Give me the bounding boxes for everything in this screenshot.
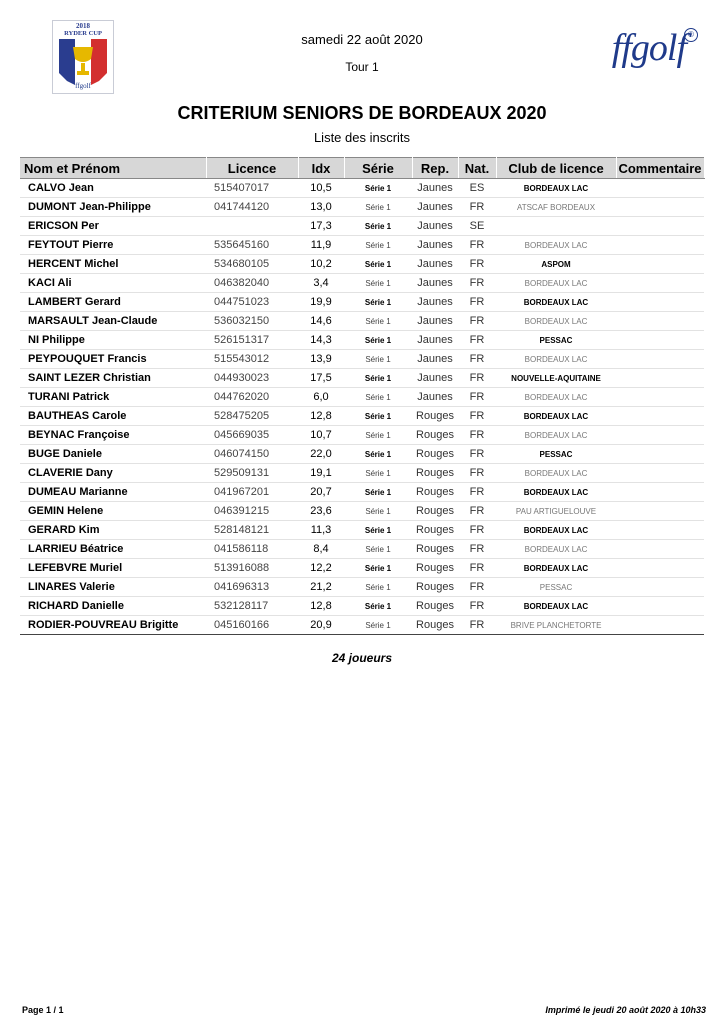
nationality: FR: [458, 255, 496, 274]
ryder-ffgolf: ffgolf: [75, 82, 91, 90]
nationality: ES: [458, 179, 496, 198]
table-row: [20, 559, 704, 578]
player-name: TURANI Patrick: [20, 388, 206, 407]
licence-number: 046391215: [206, 502, 298, 521]
licence-number: 528148121: [206, 521, 298, 540]
player-name: CALVO Jean: [20, 179, 206, 198]
player-name: ERICSON Per: [20, 217, 206, 236]
comment: [616, 597, 704, 616]
tee-color: Rouges: [412, 559, 458, 578]
table-row: [20, 198, 704, 217]
column-header-club: Club de licence: [496, 158, 616, 179]
player-name: NI Philippe: [20, 331, 206, 350]
table-row: [20, 388, 704, 407]
club-name: BORDEAUX LAC: [496, 293, 616, 312]
licence-number: 041696313: [206, 578, 298, 597]
club-name: BORDEAUX LAC: [496, 483, 616, 502]
comment: [616, 179, 704, 198]
handicap-index: 17,5: [298, 369, 344, 388]
club-name: BORDEAUX LAC: [496, 540, 616, 559]
comment: [616, 236, 704, 255]
handicap-index: 10,7: [298, 426, 344, 445]
licence-number: 041586118: [206, 540, 298, 559]
club-name: BORDEAUX LAC: [496, 464, 616, 483]
player-name: PEYPOUQUET Francis: [20, 350, 206, 369]
serie: Série 1: [344, 445, 412, 464]
tee-color: Rouges: [412, 578, 458, 597]
tee-color: Jaunes: [412, 312, 458, 331]
tee-color: Jaunes: [412, 369, 458, 388]
tee-color: Jaunes: [412, 293, 458, 312]
table-row: [20, 236, 704, 255]
player-name: GEMIN Helene: [20, 502, 206, 521]
comment: [616, 426, 704, 445]
serie: Série 1: [344, 597, 412, 616]
nationality: FR: [458, 483, 496, 502]
handicap-index: 19,9: [298, 293, 344, 312]
club-name: [496, 217, 616, 236]
handicap-index: 23,6: [298, 502, 344, 521]
handicap-index: 11,9: [298, 236, 344, 255]
tee-color: Rouges: [412, 445, 458, 464]
comment: [616, 521, 704, 540]
tee-color: Jaunes: [412, 255, 458, 274]
serie: Série 1: [344, 559, 412, 578]
table-row: [20, 217, 704, 236]
serie: Série 1: [344, 198, 412, 217]
tee-color: Rouges: [412, 597, 458, 616]
table-row: [20, 502, 704, 521]
player-name: DUMONT Jean-Philippe: [20, 198, 206, 217]
serie: Série 1: [344, 236, 412, 255]
licence-number: 526151317: [206, 331, 298, 350]
nationality: FR: [458, 331, 496, 350]
nationality: FR: [458, 293, 496, 312]
comment: [616, 350, 704, 369]
serie: Série 1: [344, 540, 412, 559]
player-name: LINARES Valerie: [20, 578, 206, 597]
table-header-row: [20, 158, 704, 179]
table-row: [20, 521, 704, 540]
player-name: LAMBERT Gerard: [20, 293, 206, 312]
player-name: KACI Ali: [20, 274, 206, 293]
handicap-index: 20,7: [298, 483, 344, 502]
tee-color: Jaunes: [412, 236, 458, 255]
tee-color: Jaunes: [412, 217, 458, 236]
nationality: FR: [458, 369, 496, 388]
nationality: FR: [458, 540, 496, 559]
player-name: RODIER-POUVREAU Brigitte: [20, 616, 206, 635]
handicap-index: 12,2: [298, 559, 344, 578]
comment: [616, 578, 704, 597]
nationality: SE: [458, 217, 496, 236]
table-row: [20, 255, 704, 274]
comment: [616, 445, 704, 464]
table-row: [20, 293, 704, 312]
nationality: FR: [458, 464, 496, 483]
comment: [616, 331, 704, 350]
page-subtitle: Liste des inscrits: [313, 130, 411, 145]
nationality: FR: [458, 616, 496, 635]
table-row: [20, 540, 704, 559]
player-name: HERCENT Michel: [20, 255, 206, 274]
handicap-index: 10,5: [298, 179, 344, 198]
tee-color: Jaunes: [412, 198, 458, 217]
club-name: PESSAC: [496, 331, 616, 350]
table-row: [20, 369, 704, 388]
entrants-table: [20, 157, 705, 635]
player-name: GERARD Kim: [20, 521, 206, 540]
serie: Série 1: [344, 331, 412, 350]
club-name: BORDEAUX LAC: [496, 597, 616, 616]
column-header-nat: Nat.: [458, 158, 496, 179]
nationality: FR: [458, 198, 496, 217]
serie: Série 1: [344, 369, 412, 388]
licence-number: 041967201: [206, 483, 298, 502]
table-row: [20, 407, 704, 426]
serie: Série 1: [344, 464, 412, 483]
club-name: BORDEAUX LAC: [496, 521, 616, 540]
nationality: FR: [458, 426, 496, 445]
ryder-name: RYDER CUP: [64, 30, 102, 37]
serie: Série 1: [344, 312, 412, 331]
player-name: BAUTHEAS Carole: [20, 407, 206, 426]
player-name: BUGE Daniele: [20, 445, 206, 464]
handicap-index: 12,8: [298, 407, 344, 426]
table-row: [20, 445, 704, 464]
nationality: FR: [458, 578, 496, 597]
comment: [616, 293, 704, 312]
tee-color: Rouges: [412, 540, 458, 559]
player-name: LEFEBVRE Muriel: [20, 559, 206, 578]
handicap-index: 20,9: [298, 616, 344, 635]
player-name: SAINT LEZER Christian: [20, 369, 206, 388]
handicap-index: 11,3: [298, 521, 344, 540]
club-name: BORDEAUX LAC: [496, 236, 616, 255]
comment: [616, 483, 704, 502]
print-timestamp: Imprimé le jeudi 20 août 2020 à 10h33: [545, 1005, 706, 1015]
tee-color: Rouges: [412, 502, 458, 521]
serie: Série 1: [344, 521, 412, 540]
licence-number: 045669035: [206, 426, 298, 445]
comment: [616, 502, 704, 521]
club-name: BORDEAUX LAC: [496, 388, 616, 407]
serie: Série 1: [344, 616, 412, 635]
serie: Série 1: [344, 350, 412, 369]
serie: Série 1: [344, 483, 412, 502]
nationality: FR: [458, 597, 496, 616]
licence-number: 044762020: [206, 388, 298, 407]
tee-color: Jaunes: [412, 350, 458, 369]
serie: Série 1: [344, 293, 412, 312]
licence-number: 044751023: [206, 293, 298, 312]
handicap-index: 12,8: [298, 597, 344, 616]
table-row: [20, 483, 704, 502]
handicap-index: 21,2: [298, 578, 344, 597]
tee-color: Rouges: [412, 407, 458, 426]
serie: Série 1: [344, 274, 412, 293]
comment: [616, 464, 704, 483]
player-name: MARSAULT Jean-Claude: [20, 312, 206, 331]
club-name: PESSAC: [496, 445, 616, 464]
player-name: FEYTOUT Pierre: [20, 236, 206, 255]
club-name: BRIVE PLANCHETORTE: [496, 616, 616, 635]
tee-color: Rouges: [412, 483, 458, 502]
comment: [616, 274, 704, 293]
serie: Série 1: [344, 388, 412, 407]
club-name: BORDEAUX LAC: [496, 274, 616, 293]
club-name: BORDEAUX LAC: [496, 407, 616, 426]
handicap-index: 8,4: [298, 540, 344, 559]
licence-number: 528475205: [206, 407, 298, 426]
column-header-licence: Licence: [206, 158, 298, 179]
column-header-rep: Rep.: [412, 158, 458, 179]
club-name: PAU ARTIGUELOUVE: [496, 502, 616, 521]
club-name: BORDEAUX LAC: [496, 312, 616, 331]
player-name: LARRIEU Béatrice: [20, 540, 206, 559]
tee-color: Jaunes: [412, 331, 458, 350]
column-header-serie: Série: [344, 158, 412, 179]
club-name: BORDEAUX LAC: [496, 426, 616, 445]
nationality: FR: [458, 502, 496, 521]
comment: [616, 217, 704, 236]
comment: [616, 407, 704, 426]
licence-number: 045160166: [206, 616, 298, 635]
handicap-index: 14,3: [298, 331, 344, 350]
licence-number: 532128117: [206, 597, 298, 616]
round-label: Tour 1: [345, 60, 379, 74]
comment: [616, 388, 704, 407]
tee-color: Jaunes: [412, 179, 458, 198]
table-row: [20, 312, 704, 331]
licence-number: 044930023: [206, 369, 298, 388]
comment: [616, 616, 704, 635]
table-row: [20, 578, 704, 597]
nationality: FR: [458, 407, 496, 426]
handicap-index: 13,9: [298, 350, 344, 369]
serie: Série 1: [344, 407, 412, 426]
handicap-index: 6,0: [298, 388, 344, 407]
club-name: PESSAC: [496, 578, 616, 597]
comment: [616, 198, 704, 217]
page-title: CRITERIUM SENIORS DE BORDEAUX 2020: [177, 103, 547, 123]
player-name: CLAVERIE Dany: [20, 464, 206, 483]
comment: [616, 255, 704, 274]
serie: Série 1: [344, 255, 412, 274]
handicap-index: 17,3: [298, 217, 344, 236]
nationality: FR: [458, 388, 496, 407]
licence-number: 529509131: [206, 464, 298, 483]
serie: Série 1: [344, 502, 412, 521]
player-name: BEYNAC Françoise: [20, 426, 206, 445]
nationality: FR: [458, 274, 496, 293]
nationality: FR: [458, 445, 496, 464]
club-name: BORDEAUX LAC: [496, 350, 616, 369]
column-header-idx: Idx: [298, 158, 344, 179]
tee-color: Rouges: [412, 616, 458, 635]
handicap-index: 14,6: [298, 312, 344, 331]
licence-number: 046382040: [206, 274, 298, 293]
tee-color: Jaunes: [412, 388, 458, 407]
comment: [616, 540, 704, 559]
nationality: FR: [458, 350, 496, 369]
table-row: [20, 350, 704, 369]
handicap-index: 10,2: [298, 255, 344, 274]
table-row: [20, 464, 704, 483]
serie: Série 1: [344, 217, 412, 236]
club-name: ASPOM: [496, 255, 616, 274]
table-row: [20, 616, 704, 635]
ffgolf-brand: ffgolf: [611, 27, 686, 69]
club-name: BORDEAUX LAC: [496, 179, 616, 198]
table-row: [20, 597, 704, 616]
column-header-commentaire: Commentaire: [616, 158, 704, 179]
licence-number: 041744120: [206, 198, 298, 217]
serie: Série 1: [344, 179, 412, 198]
nationality: FR: [458, 559, 496, 578]
table-row: [20, 179, 704, 198]
page-number: Page 1 / 1: [22, 1005, 64, 1015]
handicap-index: 19,1: [298, 464, 344, 483]
licence-number: [206, 217, 298, 236]
licence-number: 046074150: [206, 445, 298, 464]
player-name: RICHARD Danielle: [20, 597, 206, 616]
club-name: NOUVELLE-AQUITAINE: [496, 369, 616, 388]
licence-number: 535645160: [206, 236, 298, 255]
nationality: FR: [458, 521, 496, 540]
licence-number: 515407017: [206, 179, 298, 198]
player-count: 24 joueurs: [331, 651, 393, 665]
club-name: ATSCAF BORDEAUX: [496, 198, 616, 217]
handicap-index: 3,4: [298, 274, 344, 293]
serie: Série 1: [344, 426, 412, 445]
licence-number: 534680105: [206, 255, 298, 274]
tee-color: Rouges: [412, 521, 458, 540]
event-date: samedi 22 août 2020: [301, 32, 423, 47]
table-row: [20, 274, 704, 293]
comment: [616, 559, 704, 578]
nationality: FR: [458, 312, 496, 331]
handicap-index: 22,0: [298, 445, 344, 464]
comment: [616, 312, 704, 331]
tee-color: Rouges: [412, 426, 458, 445]
ryder-year: 2018: [76, 22, 90, 30]
licence-number: 536032150: [206, 312, 298, 331]
registered-icon: ®: [684, 28, 698, 42]
table-row: [20, 331, 704, 350]
tee-color: Jaunes: [412, 274, 458, 293]
table-row: [20, 426, 704, 445]
comment: [616, 369, 704, 388]
serie: Série 1: [344, 578, 412, 597]
club-name: BORDEAUX LAC: [496, 559, 616, 578]
player-name: DUMEAU Marianne: [20, 483, 206, 502]
nationality: FR: [458, 236, 496, 255]
licence-number: 513916088: [206, 559, 298, 578]
handicap-index: 13,0: [298, 198, 344, 217]
licence-number: 515543012: [206, 350, 298, 369]
column-header-nom: Nom et Prénom: [20, 158, 206, 179]
tee-color: Rouges: [412, 464, 458, 483]
